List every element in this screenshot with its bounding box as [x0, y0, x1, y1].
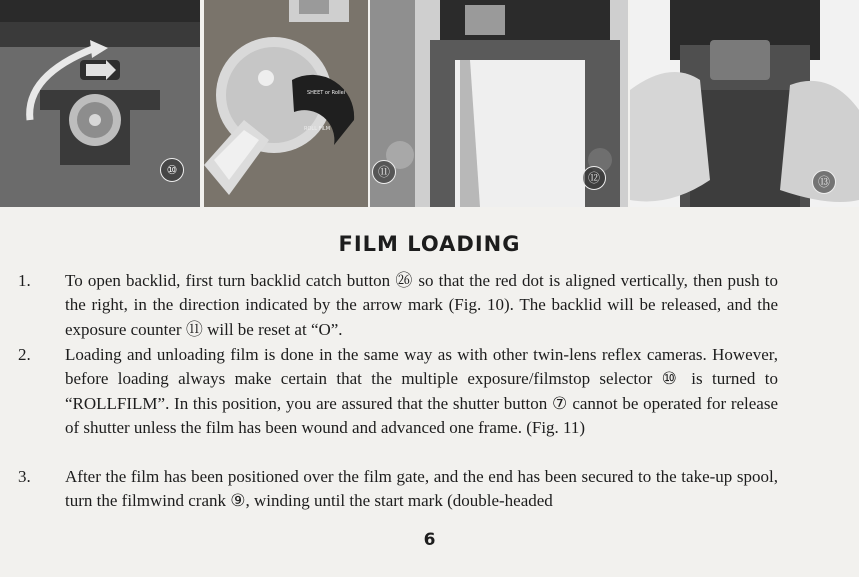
page-number: 6 — [423, 530, 436, 550]
list-item — [18, 465, 778, 514]
photo-strip — [0, 0, 859, 207]
photo-hands-holding-camera — [630, 0, 859, 207]
photo-backlid-catch — [0, 0, 200, 207]
dial-text-roll: ROLL FILM — [304, 126, 331, 132]
list-item-text: Loading and unloading film is done in the same way as with other twin-lens reflex cameras. However, before loading always make certain that the multiple exposure/filmstop selector ⑩ is turned to “ROLLFILM”. In this position, you are assured that the shutter button ⑦ cannot be operated for release of shutter unless the film has been wound and advanced one frame. (Fig. 11) — [65, 345, 778, 437]
list-item-text: To open backlid, first turn backlid catch button ㉖ so that the red dot is aligned vertically, then push to the right, in the direction indicated by the arrow mark (Fig. 10). The backlid will be released, and the exposure counter ⑪ will be reset at “O”. — [65, 271, 778, 339]
list-item-number: 2. — [18, 345, 31, 364]
figure-number-badge: ⑪ — [372, 160, 396, 184]
figure-number-badge: ⑬ — [812, 170, 836, 194]
list-item-text: After the film has been positioned over the film gate, and the end has been secured to the take-up spool, turn the filmwind crank ⑨, winding until the start mark (double-headed — [65, 467, 778, 511]
list-item-number: 3. — [18, 467, 31, 486]
figure-number-badge: ⑩ — [160, 158, 184, 182]
list-item — [18, 343, 778, 440]
page-title: FILM LOADING — [338, 232, 521, 256]
list-item — [18, 269, 778, 342]
list-item-number: 1. — [18, 271, 31, 290]
photo-open-film-chamber — [370, 0, 628, 207]
photo-film-selector-dial — [204, 0, 368, 207]
film-selector-image — [204, 0, 368, 207]
dial-text-sheet: SHEET or Rollei — [307, 90, 346, 96]
figure-number-badge: ⑫ — [582, 166, 606, 190]
